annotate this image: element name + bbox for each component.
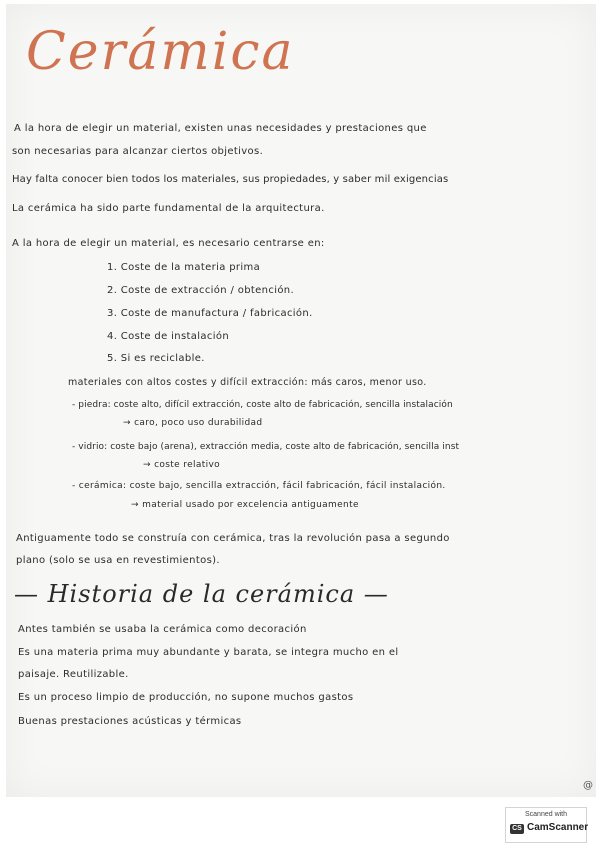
stamp-brand: CamScanner	[527, 822, 589, 833]
history-line: Es un proceso limpio de producción, no supone muchos gastos	[18, 692, 354, 703]
paragraph-line: A la hora de elegir un material, existen unas necesidades y prestaciones que	[14, 123, 427, 134]
list-item: 4. Coste de instalación	[107, 331, 230, 342]
paragraph-line: plano (solo se usa en revestimientos).	[16, 555, 220, 566]
note-line: → coste relativo	[143, 460, 220, 470]
stamp-caption: Scanned with	[524, 811, 568, 818]
history-line: Es una materia prima muy abundante y barata, se integra mucho en el	[18, 647, 399, 658]
paragraph-line: Hay falta conocer bien todos los materiales, sus propiedades, y saber mil exigencias	[12, 174, 449, 185]
note-line: materiales con altos costes y difícil extracción: más caros, menor uso.	[68, 377, 427, 388]
note-line: → material usado por excelencia antiguamente	[131, 500, 359, 510]
list-item: 3. Coste de manufactura / fabricación.	[107, 308, 313, 319]
note-line: - cerámica: coste bajo, sencilla extracción, fácil fabricación, fácil instalación.	[72, 481, 446, 491]
history-line: paisaje. Reutilizable.	[18, 669, 129, 680]
paragraph-line: Antiguamente todo se construía con cerámica, tras la revolución pasa a segundo	[16, 533, 450, 544]
history-line: Buenas prestaciones acústicas y térmicas	[18, 716, 242, 727]
section-heading: — Historia de la cerámica —	[14, 580, 389, 608]
paragraph-line: A la hora de elegir un material, es necesario centrarse en:	[12, 238, 325, 249]
list-item: 5. Si es reciclable.	[107, 353, 205, 364]
camscanner-logo-icon: CS	[510, 824, 524, 834]
paragraph-line: son necesarias para alcanzar ciertos objetivos.	[12, 146, 264, 157]
list-item: 1. Coste de la materia prima	[107, 262, 261, 273]
note-line: - vidrio: coste bajo (arena), extracción media, coste alto de fabricación, sencilla inst	[72, 442, 460, 452]
list-item: 2. Coste de extracción / obtención.	[107, 285, 295, 296]
paragraph-line: La cerámica ha sido parte fundamental de la arquitectura.	[12, 203, 325, 214]
camscanner-stamp	[505, 807, 587, 843]
page-title: Cerámica	[26, 22, 295, 82]
corner-mark: @	[583, 780, 593, 791]
note-line: - piedra: coste alto, difícil extracción, coste alto de fabricación, sencilla instalación	[72, 400, 453, 410]
note-line: → caro, poco uso durabilidad	[123, 418, 263, 428]
history-line: Antes también se usaba la cerámica como decoración	[18, 624, 307, 635]
